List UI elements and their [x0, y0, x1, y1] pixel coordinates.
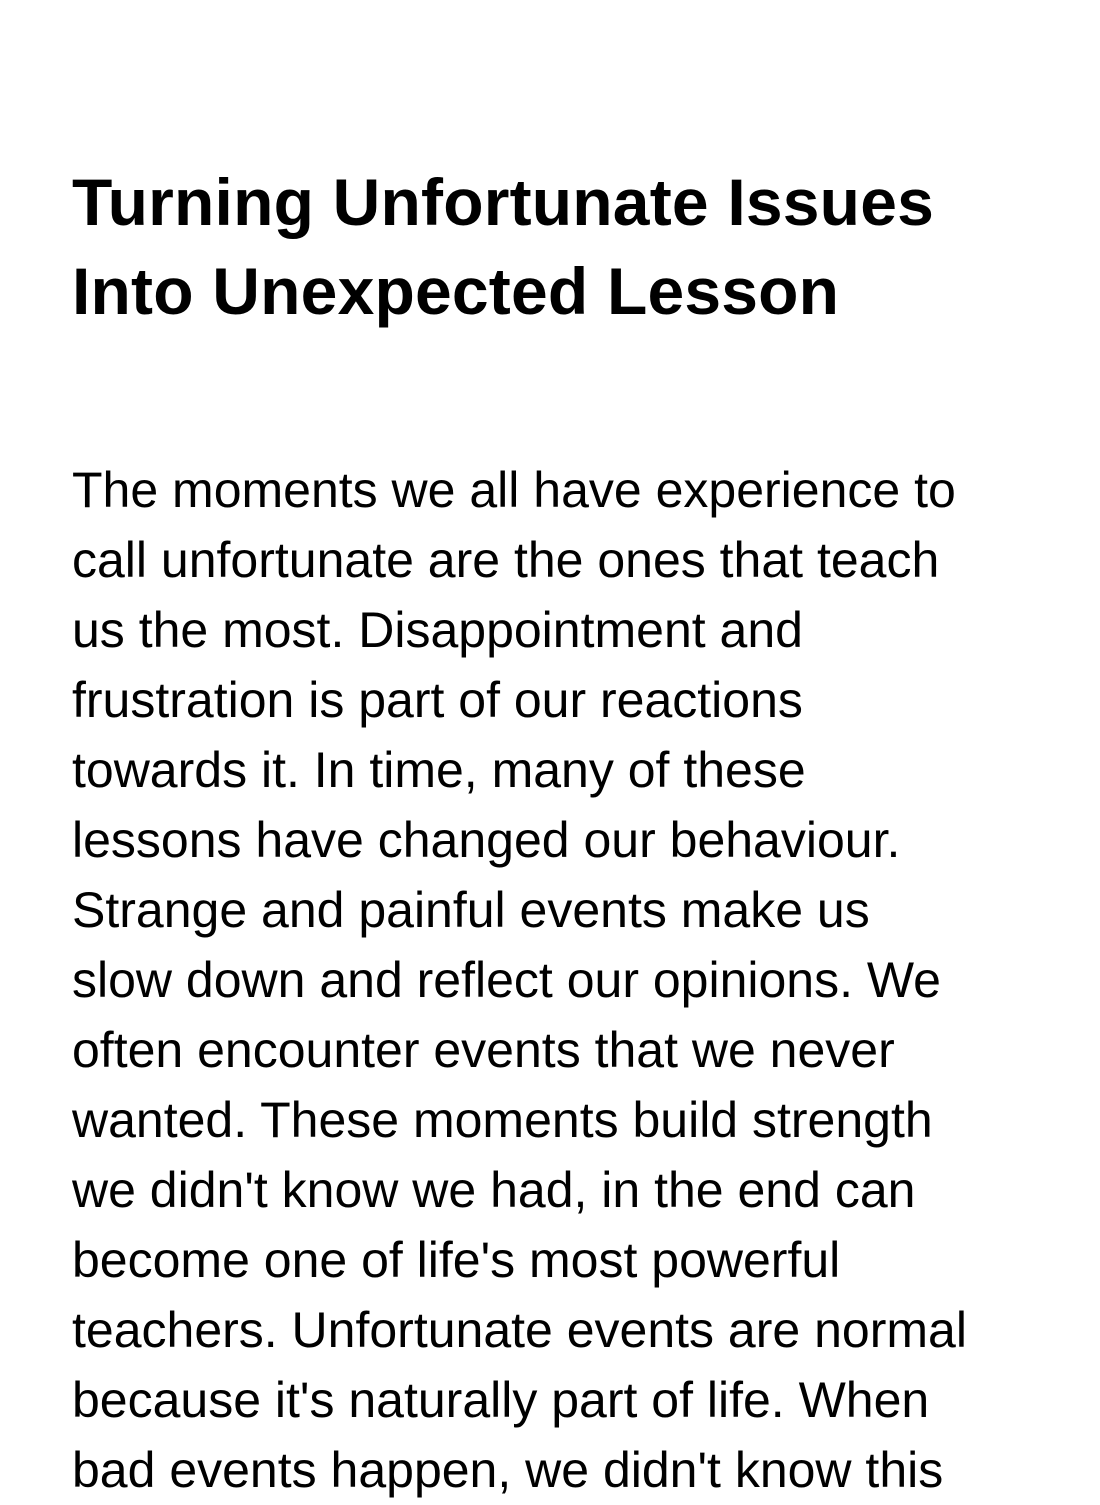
- title-line: Into Unexpected Lesson: [72, 254, 840, 328]
- article-title: [72, 0, 982, 336]
- body-line: us the most. Disappointment and: [72, 602, 803, 658]
- body-line: slow down and reflect our opinions. We: [72, 952, 941, 1008]
- body-line: wanted. These moments build strength: [72, 1092, 933, 1148]
- body-line: we didn't know we had, in the end can: [72, 1162, 916, 1218]
- article-body: [72, 455, 1062, 1505]
- body-line: Strange and painful events make us: [72, 882, 870, 938]
- body-line: because it's naturally part of life. When: [72, 1372, 930, 1428]
- body-line: frustration is part of our reactions: [72, 672, 803, 728]
- body-line: become one of life's most powerful: [72, 1232, 841, 1288]
- body-line: lessons have changed our behaviour.: [72, 812, 901, 868]
- article: [72, 0, 1062, 1505]
- body-line: The moments we all have experience to: [72, 462, 956, 518]
- body-line: call unfortunate are the ones that teach: [72, 532, 940, 588]
- title-line: Turning Unfortunate Issues: [72, 165, 935, 239]
- body-line: often encounter events that we never: [72, 1022, 895, 1078]
- body-line: teachers. Unfortunate events are normal: [72, 1302, 967, 1358]
- body-line: bad events happen, we didn't know this: [72, 1442, 944, 1498]
- body-line: towards it. In time, many of these: [72, 742, 806, 798]
